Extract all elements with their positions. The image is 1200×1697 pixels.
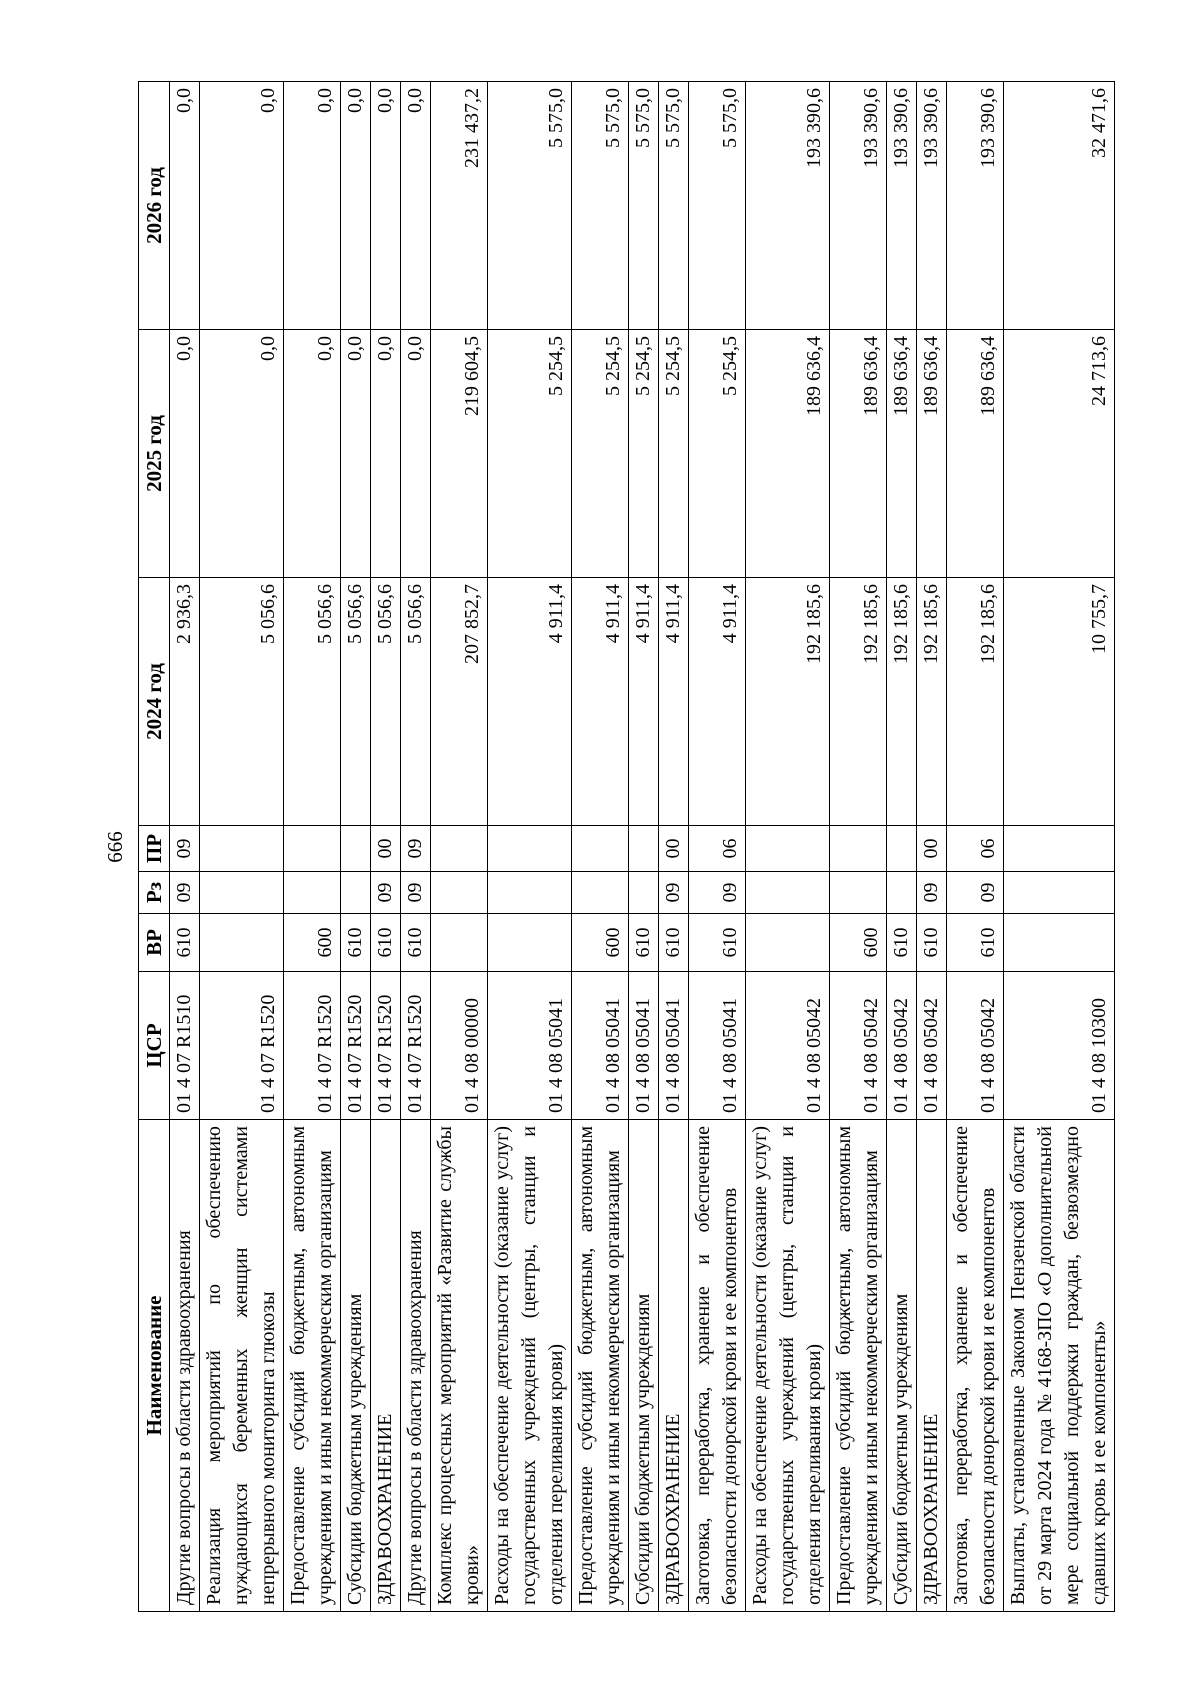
cell-csr: 01 4 08 05041 xyxy=(572,972,629,1120)
cell-csr: 01 4 08 05042 xyxy=(830,972,887,1120)
header-name: Наименование xyxy=(139,1120,170,1612)
table-row xyxy=(341,82,371,1612)
cell-pr: 06 xyxy=(689,826,746,872)
cell-2026: 193 390,6 xyxy=(887,82,917,330)
cell-2026: 193 390,6 xyxy=(917,82,947,330)
cell-vr: 600 xyxy=(572,914,629,972)
header-rz: Рз xyxy=(139,872,170,914)
cell-2024: 207 852,7 xyxy=(431,578,488,826)
cell-2024: 4 911,4 xyxy=(488,578,572,826)
table-header-row xyxy=(139,82,170,1612)
cell-2026: 0,0 xyxy=(371,82,401,330)
cell-2025: 5 254,5 xyxy=(629,330,659,578)
cell-2025: 189 636,4 xyxy=(947,330,1004,578)
budget-table xyxy=(138,81,1115,1612)
cell-2026: 0,0 xyxy=(284,82,341,330)
cell-pr: 00 xyxy=(371,826,401,872)
cell-pr: 06 xyxy=(947,826,1004,872)
cell-2026: 0,0 xyxy=(200,82,284,330)
cell-2026: 5 575,0 xyxy=(689,82,746,330)
header-csr: ЦСР xyxy=(139,972,170,1120)
cell-2025: 24 713,6 xyxy=(1004,330,1115,578)
cell-name: ЗДРАВООХРАНЕНИЕ xyxy=(659,1120,689,1612)
cell-csr: 01 4 07 R1520 xyxy=(200,972,284,1120)
cell-pr xyxy=(431,826,488,872)
cell-name: Субсидии бюджетным учреждениям xyxy=(341,1120,371,1612)
cell-name: Заготовка, переработка, хранение и обеспечение безопасности донорской крови и ее компонентов xyxy=(689,1120,746,1612)
table-row xyxy=(629,82,659,1612)
cell-rz xyxy=(431,872,488,914)
cell-vr: 610 xyxy=(629,914,659,972)
cell-vr xyxy=(746,914,830,972)
cell-pr xyxy=(284,826,341,872)
cell-2024: 5 056,6 xyxy=(200,578,284,826)
cell-2024: 4 911,4 xyxy=(572,578,629,826)
cell-2024: 192 185,6 xyxy=(917,578,947,826)
cell-name: Предоставление субсидий бюджетным, автономным учреждениям и иным некоммерческим организациям xyxy=(284,1120,341,1612)
cell-2025: 219 604,5 xyxy=(431,330,488,578)
cell-name: ЗДРАВООХРАНЕНИЕ xyxy=(371,1120,401,1612)
cell-2026: 193 390,6 xyxy=(830,82,887,330)
cell-vr: 610 xyxy=(689,914,746,972)
cell-pr: 00 xyxy=(917,826,947,872)
table-row xyxy=(572,82,629,1612)
cell-name: Комплекс процессных мероприятий «Развитие службы крови» xyxy=(431,1120,488,1612)
cell-vr: 600 xyxy=(284,914,341,972)
table-row xyxy=(830,82,887,1612)
cell-2024: 5 056,6 xyxy=(341,578,371,826)
cell-name: Расходы на обеспечение деятельности (оказание услуг) государственных учреждений (центры, станции и отделения переливания крови) xyxy=(488,1120,572,1612)
cell-2024: 192 185,6 xyxy=(887,578,917,826)
rotated-page xyxy=(100,82,1110,1612)
cell-name: Другие вопросы в области здравоохранения xyxy=(401,1120,431,1612)
cell-pr xyxy=(887,826,917,872)
cell-csr: 01 4 08 10300 xyxy=(1004,972,1115,1120)
cell-name: Предоставление субсидий бюджетным, автономным учреждениям и иным некоммерческим организациям xyxy=(572,1120,629,1612)
cell-2026: 5 575,0 xyxy=(488,82,572,330)
cell-rz xyxy=(341,872,371,914)
cell-2024: 2 936,3 xyxy=(170,578,200,826)
cell-rz: 09 xyxy=(659,872,689,914)
cell-vr: 610 xyxy=(947,914,1004,972)
cell-2024: 4 911,4 xyxy=(629,578,659,826)
header-2026: 2026 год xyxy=(139,82,170,330)
cell-rz: 09 xyxy=(917,872,947,914)
cell-name: Субсидии бюджетным учреждениям xyxy=(887,1120,917,1612)
cell-rz xyxy=(830,872,887,914)
cell-pr xyxy=(1004,826,1115,872)
cell-2025: 189 636,4 xyxy=(830,330,887,578)
cell-2025: 0,0 xyxy=(200,330,284,578)
table-row xyxy=(488,82,572,1612)
cell-name: Предоставление субсидий бюджетным, автономным учреждениям и иным некоммерческим организациям xyxy=(830,1120,887,1612)
cell-csr: 01 4 08 00000 xyxy=(431,972,488,1120)
cell-vr: 610 xyxy=(341,914,371,972)
cell-csr: 01 4 08 05042 xyxy=(947,972,1004,1120)
cell-pr xyxy=(200,826,284,872)
cell-2024: 192 185,6 xyxy=(947,578,1004,826)
table-row xyxy=(689,82,746,1612)
cell-2025: 0,0 xyxy=(170,330,200,578)
cell-vr: 610 xyxy=(170,914,200,972)
cell-2024: 4 911,4 xyxy=(659,578,689,826)
cell-2025: 0,0 xyxy=(371,330,401,578)
cell-2026: 193 390,6 xyxy=(947,82,1004,330)
cell-2024: 192 185,6 xyxy=(830,578,887,826)
cell-csr: 01 4 07 R1520 xyxy=(401,972,431,1120)
cell-2025: 189 636,4 xyxy=(917,330,947,578)
cell-2024: 10 755,7 xyxy=(1004,578,1115,826)
table-row xyxy=(284,82,341,1612)
cell-csr: 01 4 08 05041 xyxy=(488,972,572,1120)
header-vr: ВР xyxy=(139,914,170,972)
cell-vr: 610 xyxy=(401,914,431,972)
cell-2026: 231 437,2 xyxy=(431,82,488,330)
cell-pr: 09 xyxy=(401,826,431,872)
cell-rz xyxy=(488,872,572,914)
cell-name: Субсидии бюджетным учреждениям xyxy=(629,1120,659,1612)
table-body xyxy=(170,82,1115,1612)
cell-name: Другие вопросы в области здравоохранения xyxy=(170,1120,200,1612)
cell-2026: 5 575,0 xyxy=(659,82,689,330)
cell-2026: 32 471,6 xyxy=(1004,82,1115,330)
cell-vr: 610 xyxy=(371,914,401,972)
cell-pr xyxy=(341,826,371,872)
cell-pr: 09 xyxy=(170,826,200,872)
cell-name: Выплаты, установленные Законом Пензенской области от 29 марта 2024 года № 4168-ЗПО «О дополнительной мере социальной поддержки граждан, безвозмездно сдавших кровь и ее компоненты» xyxy=(1004,1120,1115,1612)
cell-rz xyxy=(746,872,830,914)
cell-vr xyxy=(431,914,488,972)
cell-csr: 01 4 07 R1520 xyxy=(371,972,401,1120)
table-row xyxy=(947,82,1004,1612)
cell-csr: 01 4 08 05041 xyxy=(689,972,746,1120)
cell-rz xyxy=(629,872,659,914)
cell-csr: 01 4 08 05042 xyxy=(917,972,947,1120)
table-row xyxy=(200,82,284,1612)
table-row xyxy=(371,82,401,1612)
cell-name: ЗДРАВООХРАНЕНИЕ xyxy=(917,1120,947,1612)
cell-2025: 5 254,5 xyxy=(572,330,629,578)
cell-2024: 5 056,6 xyxy=(371,578,401,826)
cell-2026: 5 575,0 xyxy=(572,82,629,330)
cell-rz xyxy=(1004,872,1115,914)
cell-2025: 5 254,5 xyxy=(689,330,746,578)
table-row xyxy=(170,82,200,1612)
cell-csr: 01 4 07 R1510 xyxy=(170,972,200,1120)
cell-vr: 610 xyxy=(917,914,947,972)
cell-pr xyxy=(629,826,659,872)
cell-2025: 5 254,5 xyxy=(659,330,689,578)
table-row xyxy=(746,82,830,1612)
cell-2026: 193 390,6 xyxy=(746,82,830,330)
cell-rz: 09 xyxy=(689,872,746,914)
header-pr: ПР xyxy=(139,826,170,872)
cell-2025: 189 636,4 xyxy=(746,330,830,578)
cell-2024: 4 911,4 xyxy=(689,578,746,826)
cell-rz xyxy=(887,872,917,914)
cell-name: Реализация мероприятий по обеспечению нуждающихся беременных женщин системами непрерывного мониторинга глюкозы xyxy=(200,1120,284,1612)
cell-2025: 0,0 xyxy=(401,330,431,578)
cell-name: Заготовка, переработка, хранение и обеспечение безопасности донорской крови и ее компонентов xyxy=(947,1120,1004,1612)
cell-vr xyxy=(1004,914,1115,972)
cell-rz xyxy=(572,872,629,914)
cell-2026: 0,0 xyxy=(170,82,200,330)
cell-2024: 192 185,6 xyxy=(746,578,830,826)
cell-csr: 01 4 07 R1520 xyxy=(284,972,341,1120)
cell-pr: 00 xyxy=(659,826,689,872)
header-2024: 2024 год xyxy=(139,578,170,826)
cell-pr xyxy=(830,826,887,872)
cell-csr: 01 4 08 05042 xyxy=(746,972,830,1120)
cell-vr: 610 xyxy=(887,914,917,972)
cell-2025: 189 636,4 xyxy=(887,330,917,578)
cell-rz xyxy=(200,872,284,914)
cell-vr: 610 xyxy=(659,914,689,972)
cell-2024: 5 056,6 xyxy=(284,578,341,826)
cell-csr: 01 4 08 05042 xyxy=(887,972,917,1120)
cell-rz xyxy=(284,872,341,914)
cell-rz: 09 xyxy=(947,872,1004,914)
cell-rz: 09 xyxy=(170,872,200,914)
cell-vr xyxy=(200,914,284,972)
table-row xyxy=(1004,82,1115,1612)
cell-2025: 0,0 xyxy=(284,330,341,578)
table-row xyxy=(401,82,431,1612)
cell-csr: 01 4 07 R1520 xyxy=(341,972,371,1120)
cell-rz: 09 xyxy=(401,872,431,914)
page-number: 666 xyxy=(103,831,127,863)
table-row xyxy=(431,82,488,1612)
cell-2026: 0,0 xyxy=(341,82,371,330)
table-row xyxy=(887,82,917,1612)
table-row xyxy=(917,82,947,1612)
cell-2025: 0,0 xyxy=(341,330,371,578)
header-2025: 2025 год xyxy=(139,330,170,578)
cell-2025: 5 254,5 xyxy=(488,330,572,578)
cell-csr: 01 4 08 05041 xyxy=(659,972,689,1120)
cell-name: Расходы на обеспечение деятельности (оказание услуг) государственных учреждений (центры, станции и отделения переливания крови) xyxy=(746,1120,830,1612)
cell-rz: 09 xyxy=(371,872,401,914)
cell-2026: 0,0 xyxy=(401,82,431,330)
cell-vr: 600 xyxy=(830,914,887,972)
cell-pr xyxy=(746,826,830,872)
cell-pr xyxy=(572,826,629,872)
cell-vr xyxy=(488,914,572,972)
cell-pr xyxy=(488,826,572,872)
table-row xyxy=(659,82,689,1612)
cell-2024: 5 056,6 xyxy=(401,578,431,826)
cell-2026: 5 575,0 xyxy=(629,82,659,330)
cell-csr: 01 4 08 05041 xyxy=(629,972,659,1120)
